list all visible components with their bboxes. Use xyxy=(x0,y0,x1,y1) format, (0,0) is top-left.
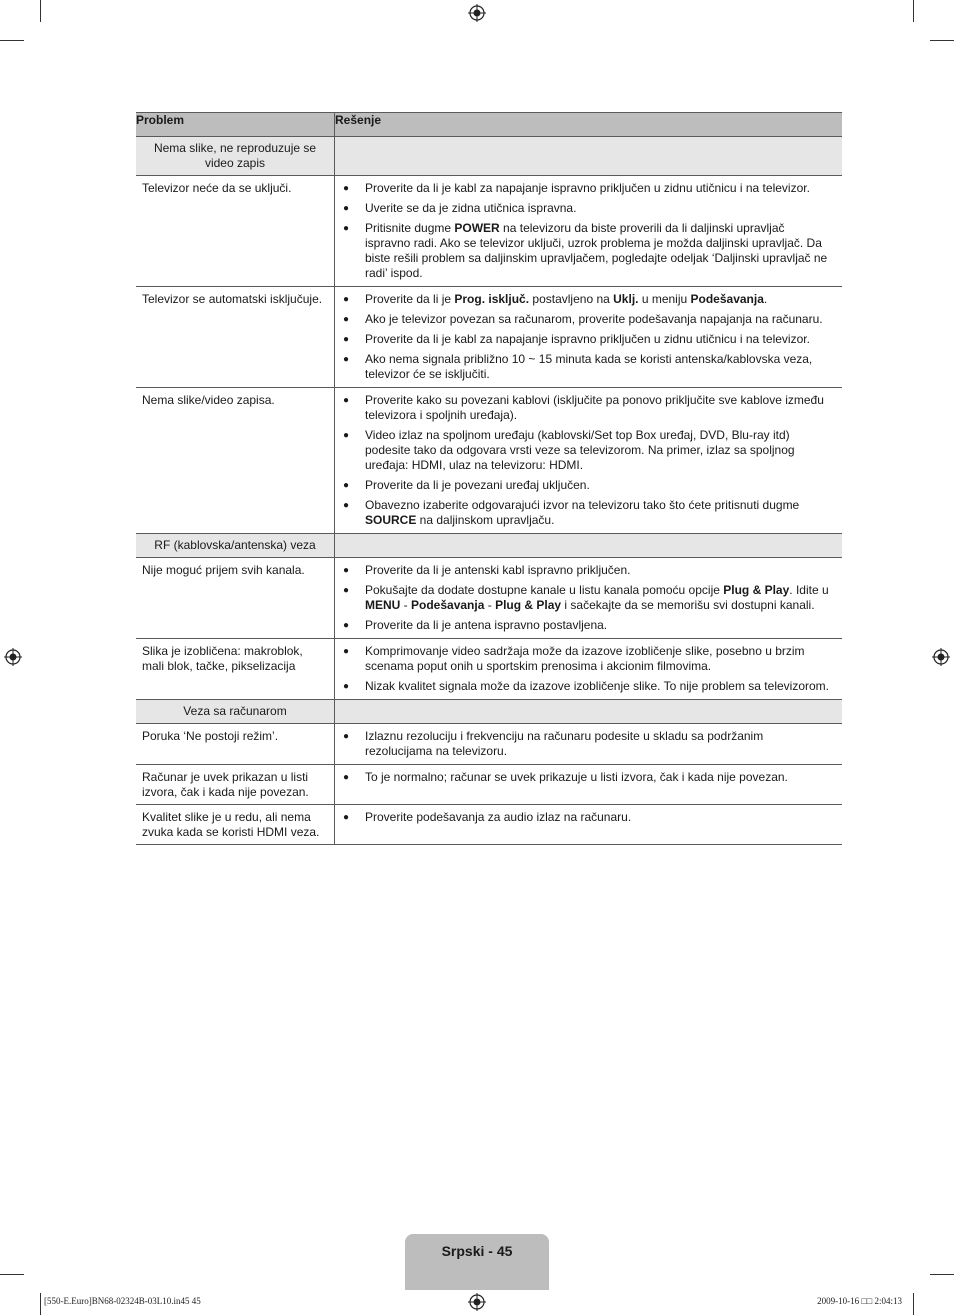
solution-list xyxy=(341,644,832,694)
solution-item xyxy=(341,312,832,327)
text-segment: - xyxy=(484,598,496,612)
solution-list xyxy=(341,770,832,785)
solution-item xyxy=(341,181,832,196)
solution-list xyxy=(341,393,832,528)
text-segment: postavljeno na xyxy=(529,292,614,306)
solution-item xyxy=(341,618,832,633)
table-row xyxy=(136,176,842,287)
solution-item xyxy=(341,221,832,281)
bold-term: MENU xyxy=(365,598,401,612)
text-segment: Pokušajte da dodate dostupne kanale u listu kanala pomoću opcije xyxy=(365,583,724,597)
section-header-row xyxy=(136,534,842,558)
crop-mark xyxy=(930,40,954,41)
text-segment: Pritisnite dugme xyxy=(365,221,455,235)
section-title: RF (kablovska/antenska) veza xyxy=(136,534,335,558)
solution-list xyxy=(341,563,832,633)
solution-item xyxy=(341,563,832,578)
table-row xyxy=(136,765,842,805)
bold-term: SOURCE xyxy=(365,513,417,527)
solution-item xyxy=(341,729,832,759)
text-segment: Uverite se da je zidna utičnica ispravna. xyxy=(365,201,577,215)
text-segment: Proverite da li je kabl za napajanje ispravno priključen u zidnu utičnicu i na televizor. xyxy=(365,332,810,346)
bold-term: Plug & Play xyxy=(723,583,790,597)
solution-cell xyxy=(335,287,843,388)
solution-list xyxy=(341,729,832,759)
solution-list xyxy=(341,181,832,281)
text-segment: Proverite da li je povezani uređaj uključen. xyxy=(365,478,590,492)
solution-item xyxy=(341,583,832,613)
problem-cell: Slika je izobličena: makroblok, mali blok, tačke, pikselizacija xyxy=(142,644,303,673)
solution-list xyxy=(341,810,832,825)
text-segment: Komprimovanje video sadržaja može da izazove izobličenje slike, posebno u brzim scenama poput onih u sportskim prenosima i akcionim filmovima. xyxy=(365,644,805,673)
problem-cell: Kvalitet slike je u redu, ali nema zvuka kada se koristi HDMI veza. xyxy=(142,810,320,839)
text-segment: Proverite da li je antena ispravno postavljena. xyxy=(365,618,608,632)
solution-cell xyxy=(335,805,843,845)
bold-term: Plug & Play xyxy=(495,598,562,612)
solution-list xyxy=(341,292,832,382)
text-segment: u meniju xyxy=(638,292,691,306)
section-title: Nema slike, ne reproduzuje se video zapis xyxy=(136,137,335,176)
text-segment: To je normalno; računar se uvek prikazuje u listi izvora, čak i kada nije povezan. xyxy=(365,770,788,784)
text-segment: Proverite da li je antenski kabl ispravno priključen. xyxy=(365,563,631,577)
solution-item xyxy=(341,292,832,307)
crop-mark xyxy=(913,0,914,22)
text-segment: Proverite da li je kabl za napajanje ispravno priključen u zidnu utičnicu i na televizor. xyxy=(365,181,810,195)
bold-term: Prog. isključ. xyxy=(454,292,530,306)
section-empty-cell xyxy=(335,534,843,558)
text-segment: Nizak kvalitet signala može da izazove izobličenje slike. To nije problem sa televizorom. xyxy=(365,679,829,693)
crop-mark xyxy=(0,40,24,41)
section-header-row xyxy=(136,137,842,176)
text-segment: Video izlaz na spoljnom uređaju (kablovski/Set top Box uređaj, DVD, Blu-ray itd) podesite tako da odgovara vrsti veze sa televizorom. Na primer, izlaz sa spoljnog uređaja: HDMI, ulaz na televizoru: HDMI. xyxy=(365,428,795,472)
solution-item xyxy=(341,810,832,825)
text-segment: Izlaznu rezoluciju i frekvenciju na računaru podesite u skladu sa podržanim rezolucijama na televizoru. xyxy=(365,729,764,758)
solution-cell xyxy=(335,558,843,639)
text-segment: Ako nema signala približno 10 ~ 15 minuta kada se koristi antenska/kablovska veza, televizor će se isključiti. xyxy=(365,352,813,381)
problem-cell: Računar je uvek prikazan u listi izvora, čak i kada nije povezan. xyxy=(142,770,309,799)
registration-mark-icon xyxy=(468,1293,486,1311)
solution-item xyxy=(341,393,832,423)
table-row xyxy=(136,558,842,639)
registration-mark-icon xyxy=(468,4,486,22)
text-segment: - xyxy=(400,598,412,612)
solution-item xyxy=(341,644,832,674)
column-header-problem: Problem xyxy=(136,113,185,127)
table-row xyxy=(136,805,842,845)
column-header-solution: Rešenje xyxy=(335,113,843,137)
page-number-tab: Srpski - 45 xyxy=(405,1234,549,1290)
registration-mark-icon xyxy=(4,648,22,666)
table-row xyxy=(136,287,842,388)
problem-cell: Nije moguć prijem svih kanala. xyxy=(142,563,305,577)
solution-item xyxy=(341,201,832,216)
solution-item xyxy=(341,428,832,473)
table-row xyxy=(136,639,842,700)
section-empty-cell xyxy=(335,700,843,724)
text-segment: i sačekajte da se memorišu svi dostupni kanali. xyxy=(561,598,815,612)
crop-mark xyxy=(40,1293,41,1315)
troubleshooting-table xyxy=(136,112,842,845)
solution-item xyxy=(341,478,832,493)
text-segment: . xyxy=(763,292,768,306)
solution-cell xyxy=(335,765,843,805)
text-segment: . Idite u xyxy=(789,583,829,597)
text-segment: Proverite da li je xyxy=(365,292,455,306)
text-segment: Obavezno izaberite odgovarajući izvor na televizoru tako što ćete pritisnuti dugme xyxy=(365,498,800,512)
crop-mark xyxy=(40,0,41,22)
solution-item xyxy=(341,679,832,694)
problem-cell: Televizor neće da se uključi. xyxy=(142,181,292,195)
solution-cell xyxy=(335,176,843,287)
problem-cell: Televizor se automatski isključuje. xyxy=(142,292,323,306)
footer-timestamp: 2009-10-16 □□ 2:04:13 xyxy=(817,1296,902,1306)
solution-cell xyxy=(335,388,843,534)
bold-term: Podešavanja xyxy=(690,292,764,306)
solution-cell xyxy=(335,639,843,700)
registration-mark-icon xyxy=(932,648,950,666)
crop-mark xyxy=(930,1274,954,1275)
section-header-row xyxy=(136,700,842,724)
table-row xyxy=(136,388,842,534)
text-segment: Ako je televizor povezan sa računarom, proverite podešavanja napajanja na računaru. xyxy=(365,312,823,326)
bold-term: POWER xyxy=(454,221,500,235)
problem-cell: Poruka ‘Ne postoji režim’. xyxy=(142,729,279,743)
section-empty-cell xyxy=(335,137,843,176)
crop-mark xyxy=(0,1274,24,1275)
text-segment: Proverite kako su povezani kablovi (isključite pa ponovo priključite sve kablove između televizora i spoljnih uređaja). xyxy=(365,393,824,422)
solution-item xyxy=(341,352,832,382)
solution-item xyxy=(341,332,832,347)
footer-file-info: [550-E.Euro]BN68-02324B-03L10.in45 45 xyxy=(44,1296,201,1306)
solution-cell xyxy=(335,724,843,765)
problem-cell: Nema slike/video zapisa. xyxy=(142,393,275,407)
section-title: Veza sa računarom xyxy=(136,700,335,724)
troubleshooting-table-body xyxy=(136,113,842,845)
column-header-row xyxy=(136,113,842,137)
text-segment: Proverite podešavanja za audio izlaz na računaru. xyxy=(365,810,632,824)
text-segment: na televizoru da biste proverili da li daljinski upravljač ispravno radi. Ako se televizor uključi, uzrok problema je možda daljinski upravljač. Da biste rešili problem sa daljinskim upravljačem, pogledajte odeljak ‘Daljinski upravljač ne radi’ ispod. xyxy=(365,221,828,280)
table-row xyxy=(136,724,842,765)
solution-item xyxy=(341,770,832,785)
bold-term: Uklj. xyxy=(613,292,639,306)
text-segment: na daljinskom upravljaču. xyxy=(416,513,555,527)
bold-term: Podešavanja xyxy=(411,598,485,612)
crop-mark xyxy=(913,1293,914,1315)
solution-item xyxy=(341,498,832,528)
